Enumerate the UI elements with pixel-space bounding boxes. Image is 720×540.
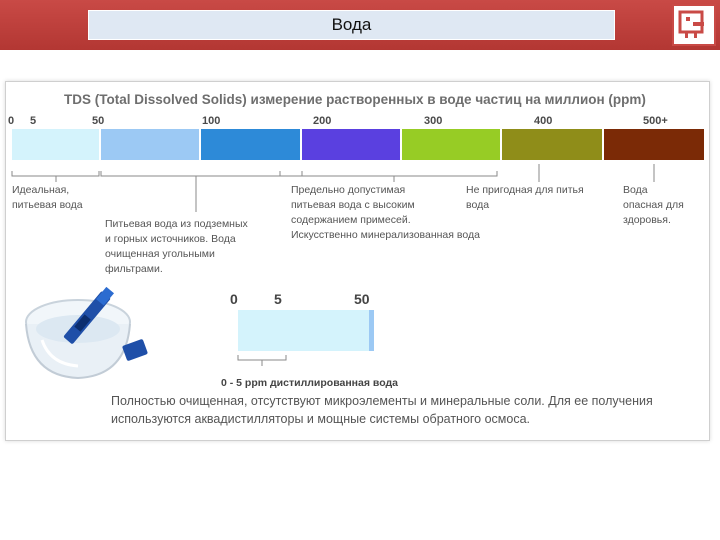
panel-title: TDS (Total Dissolved Solids) измерение растворенных в воде частиц на миллион (ppm) [64, 92, 646, 107]
detail-tick-label: 50 [354, 291, 370, 307]
bracket-underground [101, 171, 302, 176]
bracket-limit [280, 171, 497, 176]
detail-tick-label: 0 [230, 291, 238, 307]
bracket-distilled [238, 355, 286, 360]
logo-icon [674, 6, 714, 44]
bowl-with-tds-meter-icon [20, 284, 170, 389]
scale-tick-label: 100 [202, 115, 221, 127]
distilled-description: Полностью очищенная, отсутствуют микроэлементы и минеральные соли. Для ее получения используются аквадистилляторы и мощные системы обратного осмоса. [111, 394, 653, 426]
label-ideal: Идеальная, питьевая вода [12, 184, 83, 211]
water-bowl-image [20, 284, 170, 394]
label-danger: Вода опасная для здоровья. [623, 184, 684, 226]
detail-segment-edge [369, 310, 374, 351]
label-underground: Питьевая вода из подземных и горных источников. Вода очищенная угольными фильтрами. [105, 218, 248, 275]
bracket-ideal [12, 171, 99, 176]
scale-tick-label: 0 [8, 115, 15, 127]
distilled-caption: 0 - 5 ppm дистиллированная вода [221, 377, 399, 389]
detail-segment-main [238, 310, 369, 351]
scale-tick-label: 200 [313, 115, 332, 127]
label-limit: Предельно допустимая питьевая вода с высоким содержанием примесей. Искусственно минерализованная вода [291, 184, 480, 241]
slide-title: Вода [88, 10, 615, 40]
detail-tick-label: 5 [274, 291, 282, 307]
label-unfit: Не пригодная для питья вода [466, 184, 584, 211]
scale-tick-label: 50 [92, 115, 105, 127]
scale-tick-label: 5 [30, 115, 37, 127]
tds-infographic [5, 81, 710, 441]
scale-tick-label: 400 [534, 115, 553, 127]
scale-tick-label: 300 [424, 115, 443, 127]
scale-tick-label: 500+ [643, 115, 668, 127]
logo [672, 4, 716, 46]
